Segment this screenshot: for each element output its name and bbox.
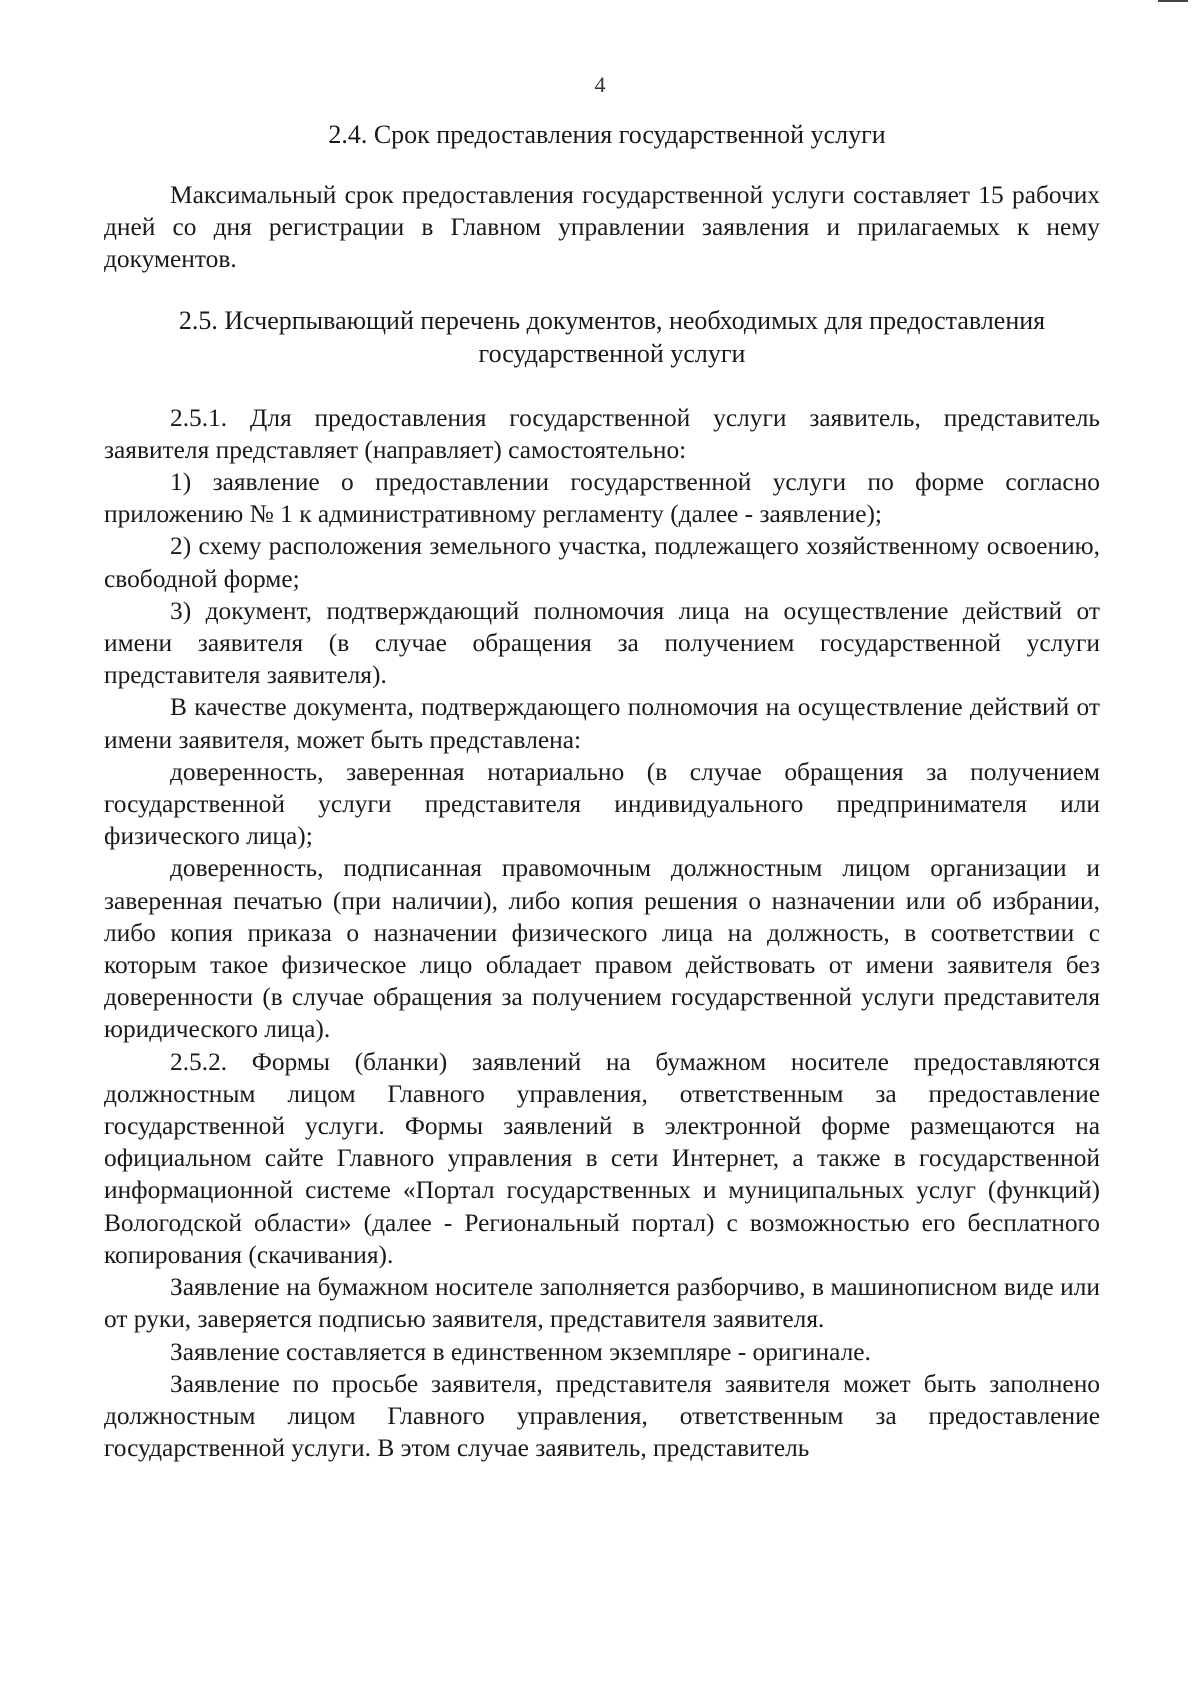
scan-edge-mark (1158, 0, 1188, 12)
section-2-4-title: 2.4. Срок предоставления государственной услуги (328, 120, 886, 149)
list-item-1: 1) заявление о предоставлении государственной услуги по форме согласно приложению № 1 к административному регламенту (далее - заявление); (104, 468, 1100, 529)
single-copy-paragraph: Заявление составляется в единственном экземпляре - оригинале. (170, 1337, 871, 1366)
document-body (104, 118, 1100, 1464)
section-2-5-title: 2.5. Исчерпывающий перечень документов, необходимых для предоставления государственной услуги (178, 305, 1046, 368)
notarized-power-of-attorney: доверенность, заверенная нотариально (в случае обращения за получением государственной услуги представителя индивидуального предпринимателя или физического лица); (104, 757, 1100, 851)
section-2-4-paragraph: Максимальный срок предоставления государственной услуги составляет 15 рабочих дней со дня регистрации в Главном управлении заявления и прилагаемых к нему документов. (104, 181, 1100, 274)
paragraph-2-5-2: 2.5.2. Формы (бланки) заявлений на бумажном носителе предоставляются должностным лицом Главного управления, ответственным за предоставление государственной услуги. Формы заявлений в электронной форме размещаются на официальном сайте Главного управления в сети Интернет, а также в государственной информационной системе «Портал государственных и муниципальных услуг (функций) Вологодской области» (далее - Региональный портал) с возможностью его бесплатного копирования (скачивания). (104, 1047, 1100, 1269)
authority-document-paragraph: В качестве документа, подтверждающего полномочия на осуществление действий от имени заявителя, может быть представлена: (104, 693, 1100, 754)
page-number: 4 (594, 72, 606, 97)
paper-application-paragraph: Заявление на бумажном носителе заполняется разборчиво, в машинописном виде или от руки, заверяется подписью заявителя, представителя заявителя. (104, 1273, 1100, 1334)
organization-power-of-attorney: доверенность, подписанная правомочным должностным лицом организации и заверенная печатью (при наличии), либо копия решения о назначении или об избрании, либо копия приказа о назначении физического лица на должность, в соответствии с которым такое физическое лицо обладает правом действовать от имени заявителя без доверенности (в случае обращения за получением государственной услуги представителя юридического лица). (104, 854, 1100, 1044)
paragraph-2-5-1: 2.5.1. Для предоставления государственной услуги заявитель, представитель заявителя представляет (направляет) самостоятельно: (104, 403, 1100, 464)
list-item-3: 3) документ, подтверждающий полномочия лица на осуществление действий от имени заявителя (в случае обращения за получением государственной услуги представителя заявителя). (104, 596, 1100, 690)
filled-by-official-paragraph: Заявление по просьбе заявителя, представителя заявителя может быть заполнено должностным лицом Главного управления, ответственным за предоставление государственной услуги. В этом случае заявитель, представитель (104, 1369, 1100, 1463)
list-item-2: 2) схему расположения земельного участка, подлежащего хозяйственному освоению, свободной форме; (104, 532, 1100, 593)
